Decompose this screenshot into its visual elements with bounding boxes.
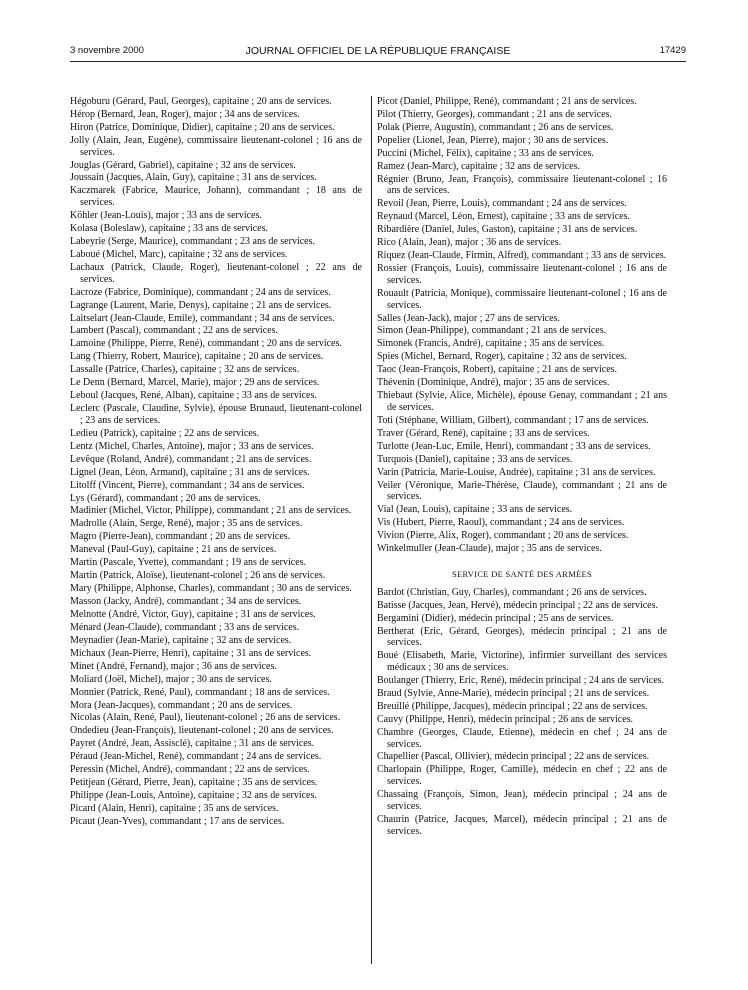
list-item: Payret (André, Jean, Assisclé), capitaine ; 31 ans de services. (70, 738, 315, 750)
column-separator (371, 96, 372, 964)
list-item: Labeyrie (Serge, Maurice), commandant ; 23 ans de services. (70, 236, 315, 248)
list-item: Litolff (Vincent, Pierre), commandant ; 34 ans de services. (70, 479, 305, 491)
list-item: Hiron (Patrice, Dominique, Didier), capitaine ; 20 ans de services. (70, 121, 335, 133)
list-item: Chambre (Georges, Claude, Etienne), médecin en chef ; 24 ans de services. (377, 726, 667, 750)
section-heading: SERVICE DE SANTÉ DES ARMÉES (451, 568, 593, 579)
list-item: Mary (Philippe, Alphonse, Charles), commandant ; 30 ans de services. (70, 583, 352, 595)
list-item: Ribardière (Daniel, Jules, Gaston), capitaine ; 31 ans de services. (377, 224, 638, 236)
list-item: Rouault (Patricia, Monique), commissaire lieutenant-colonel ; 16 ans de services. (377, 287, 667, 311)
list-item: Köhler (Jean-Louis), major ; 33 ans de services. (70, 210, 262, 222)
list-item: Jouglas (Gérard, Gabriel), capitaine ; 32 ans de services. (70, 159, 296, 171)
list-item: Riquez (Jean-Claude, Firmin, Alfred), commandant ; 33 ans de services. (377, 250, 667, 262)
list-item: Lentz (Michel, Charles, Antoine), major ; 33 ans de services. (70, 440, 314, 452)
list-item: Cauvy (Philippe, Henri), médecin principal ; 26 ans de services. (377, 713, 634, 725)
list-item: Ménard (Jean-Claude), commandant ; 33 ans de services. (70, 621, 300, 633)
list-item: Lang (Thierry, Robert, Maurice), capitaine ; 20 ans de services. (70, 351, 324, 363)
right-column-list (377, 96, 667, 555)
list-item: Picaut (Jean-Yves), commandant ; 17 ans de services. (70, 815, 285, 827)
page-header (70, 45, 686, 59)
list-item: Vis (Hubert, Pierre, Raoul), commandant ; 24 ans de services. (377, 517, 625, 529)
list-item: Martin (Pascale, Yvette), commandant ; 19 ans de services. (70, 557, 307, 569)
list-item: Mora (Jean-Jacques), commandant ; 20 ans de services. (70, 699, 293, 711)
list-item: Ledieu (Patrick), capitaine ; 22 ans de services. (70, 427, 260, 439)
list-item: Laboué (Michel, Marc), capitaine ; 32 ans de services. (70, 248, 288, 260)
list-item: Ramez (Jean-Marc), capitaine ; 32 ans de services. (377, 160, 580, 172)
right-column (377, 96, 667, 839)
list-item: Turlotte (Jean-Luc, Emile, Henri), commandant ; 33 ans de services. (377, 440, 651, 452)
list-item: Lagrange (Laurent, Marie, Denys), capitaine ; 21 ans de services. (70, 299, 332, 311)
list-item: Charlopain (Philippe, Roger, Camille), médecin en chef ; 22 ans de services. (377, 764, 667, 788)
header-rule (70, 61, 686, 62)
list-item: Leclerc (Pascale, Claudine, Sylvie), épouse Brunaud, lieutenant-colonel ; 23 ans de services. (70, 403, 362, 426)
list-item: Lys (Gérard), commandant ; 20 ans de services. (70, 492, 261, 504)
list-item: Jolly (Alain, Jean, Eugène), commissaire lieutenant-colonel ; 16 ans de services. (70, 134, 362, 158)
list-item: Popelier (Lionel, Jean, Pierre), major ; 30 ans de services. (377, 134, 609, 146)
list-item: Ondedieu (Jean-François), lieutenant-colonel ; 20 ans de services. (70, 725, 334, 737)
list-item: Chassaing (François, Simon, Jean), médecin principal ; 24 ans de services. (377, 789, 667, 812)
list-item: Régnier (Bruno, Jean, François), commissaire lieutenant-colonel ; 16 ans de services. (377, 173, 667, 197)
list-item: Traver (Gérard, René), capitaine ; 33 ans de services. (377, 427, 590, 439)
list-item: Monnier (Patrick, René, Paul), commandant ; 18 ans de services. (70, 686, 330, 698)
list-item: Thévenin (Dominique, André), major ; 35 ans de services. (377, 377, 610, 389)
list-item: Lambert (Pascal), commandant ; 22 ans de services. (70, 325, 278, 337)
list-item: Salles (Jean-Jack), major ; 27 ans de services. (377, 312, 560, 324)
list-item: Lacroze (Fabrice, Dominique), commandant ; 24 ans de services. (70, 286, 331, 298)
list-item: Michaux (Jean-Pierre, Henri), capitaine ; 31 ans de services. (70, 647, 312, 659)
list-item: Bergamini (Didier), médecin principal ; 25 ans de services. (377, 612, 614, 624)
list-item: Hérop (Bernard, Jean, Roger), major ; 34 ans de services. (70, 108, 300, 120)
list-item: Kolasa (Boleslaw), capitaine ; 33 ans de services. (70, 223, 268, 235)
list-item: Philippe (Jean-Louis, Antoine), capitaine ; 32 ans de services. (70, 790, 317, 802)
list-item: Picot (Daniel, Philippe, René), commandant ; 21 ans de services. (377, 96, 637, 107)
header-title: JOURNAL OFFICIEL DE LA RÉPUBLIQUE FRANÇAISE (245, 45, 511, 57)
list-item: Le Denn (Bernard, Marcel, Marie), major ; 29 ans de services. (70, 377, 320, 389)
list-item: Varin (Patricia, Marie-Louise, Andrée), capitaine ; 31 ans de services. (377, 466, 656, 478)
list-item: Batisse (Jacques, Jean, Hervé), médecin principal ; 22 ans de services. (377, 599, 659, 611)
list-item: Péraud (Jean-Michel, René), commandant ; 24 ans de services. (70, 751, 322, 763)
list-item: Lachaux (Patrick, Claude, Roger), lieutenant-colonel ; 22 ans de services. (70, 261, 362, 285)
list-item: Magro (Pierre-Jean), commandant ; 20 ans de services. (70, 531, 291, 543)
list-item: Simonek (Francis, André), capitaine ; 35 ans de services. (377, 338, 605, 350)
list-item: Puccini (Michel, Félix), capitaine ; 33 ans de services. (377, 147, 594, 159)
list-item: Turquois (Daniel), capitaine ; 33 ans de services. (377, 453, 573, 465)
list-item: Melnotte (André, Victor, Guy), capitaine ; 31 ans de services. (70, 608, 316, 620)
list-item: Leboul (Jacques, René, Alban), capitaine ; 33 ans de services. (70, 390, 317, 402)
list-item: Revoil (Jean, Pierre, Louis), commandant ; 24 ans de services. (377, 198, 627, 210)
list-item: Madinier (Michel, Victor, Philippe), commandant ; 21 ans de services. (70, 505, 352, 517)
list-item: Braud (Sylvie, Anne-Marie), médecin principal ; 21 ans de services. (377, 687, 650, 699)
list-item: Chaurin (Patrice, Jacques, Marcel), médecin principal ; 21 ans de services. (377, 813, 667, 837)
list-item: Taoc (Jean-François, Robert), capitaine ; 21 ans de services. (377, 364, 618, 376)
list-item: Laitselart (Jean-Claude, Emile), commandant ; 34 ans de services. (70, 312, 335, 324)
list-item: Spies (Michel, Bernard, Roger), capitaine ; 32 ans de services. (377, 351, 627, 363)
list-item: Lassalle (Patrice, Charles), capitaine ; 32 ans de services. (70, 364, 300, 376)
list-item: Toti (Stéphane, William, Gilbert), commandant ; 17 ans de services. (377, 414, 649, 426)
list-item: Martin (Patrick, Aloïse), lieutenant-colonel ; 26 ans de services. (70, 570, 326, 582)
list-item: Boulanger (Thierry, Eric, René), médecin principal ; 24 ans de services. (377, 674, 665, 686)
list-item: Vial (Jean, Louis), capitaine ; 33 ans de services. (377, 504, 573, 516)
sante-list (377, 587, 667, 838)
list-item: Rossier (François, Louis), commissaire lieutenant-colonel ; 16 ans de services. (377, 263, 667, 286)
list-item: Chapellier (Pascal, Ollivier), médecin principal ; 22 ans de services. (377, 751, 650, 763)
list-item: Polak (Pierre, Augustin), commandant ; 26 ans de services. (377, 121, 614, 133)
list-item: Masson (Jacky, André), commandant ; 34 ans de services. (70, 596, 302, 607)
list-item: Pilot (Thierry, Georges), commandant ; 21 ans de services. (377, 108, 612, 120)
list-item: Lignel (Jean, Léon, Armand), capitaine ; 31 ans de services. (70, 466, 310, 478)
list-item: Picard (Alain, Henri), capitaine ; 35 ans de services. (70, 803, 279, 814)
list-item: Simon (Jean-Philippe), commandant ; 21 ans de services. (377, 325, 607, 337)
list-item: Levêque (Roland, André), commandant ; 21 ans de services. (70, 453, 312, 465)
list-item: Kaczmarek (Fabrice, Maurice, Johann), commandant ; 18 ans de services. (70, 185, 362, 209)
list-item: Lamoine (Philippe, Pierre, René), commandant ; 20 ans de services. (70, 338, 342, 350)
list-item: Moliard (Joël, Michel), major ; 30 ans de services. (70, 673, 272, 685)
list-item: Vivion (Pierre, Alix, Roger), commandant ; 20 ans de services. (377, 530, 629, 542)
list-item: Veiler (Véronique, Marie-Thérèse, Claude), commandant ; 21 ans de services. (377, 479, 667, 503)
list-item: Maneval (Paul-Guy), capitaine ; 21 ans de services. (70, 544, 277, 556)
header-page-number: 17429 (659, 45, 686, 56)
list-item: Winkelmuller (Jean-Claude), major ; 35 ans de services. (377, 543, 602, 555)
list-item: Breuillé (Philippe, Jacques), médecin principal ; 22 ans de services. (377, 700, 648, 712)
list-item: Joussain (Jacques, Alain, Guy), capitaine ; 31 ans de services. (70, 172, 317, 184)
list-item: Madrolle (Alain, Serge, René), major ; 35 ans de services. (70, 518, 303, 530)
list-item: Boué (Elisabeth, Marie, Victorine), infirmier surveillant des services médicaux ; 30 ans de services. (377, 650, 667, 674)
list-item: Meynadier (Jean-Marie), capitaine ; 32 ans de services. (70, 634, 292, 646)
list-item: Petitjean (Gérard, Pierre, Jean), capitaine ; 35 ans de services. (70, 777, 318, 789)
list-item: Bertherat (Eric, Gérard, Georges), médecin principal ; 21 ans de services. (377, 625, 667, 649)
list-item: Bardot (Christian, Guy, Charles), commandant ; 26 ans de services. (377, 586, 647, 598)
list-item: Peressin (Michel, André), commandant ; 22 ans de services. (70, 764, 310, 776)
left-column (70, 96, 362, 829)
list-item: Thiebaut (Sylvie, Alice, Michèle), épouse Genay, commandant ; 21 ans de services. (377, 390, 667, 413)
list-item: Reynaud (Marcel, Léon, Ernest), capitaine ; 33 ans de services. (377, 211, 630, 223)
list-item: Minet (André, Fernand), major ; 36 ans de services. (70, 660, 277, 672)
list-item: Rico (Alain, Jean), major ; 36 ans de services. (377, 237, 562, 249)
header-date: 3 novembre 2000 (70, 45, 144, 56)
list-item: Hégoburu (Gérard, Paul, Georges), capitaine ; 20 ans de services. (70, 96, 332, 107)
list-item: Nicolas (Alain, René, Paul), lieutenant-colonel ; 26 ans de services. (70, 712, 341, 724)
